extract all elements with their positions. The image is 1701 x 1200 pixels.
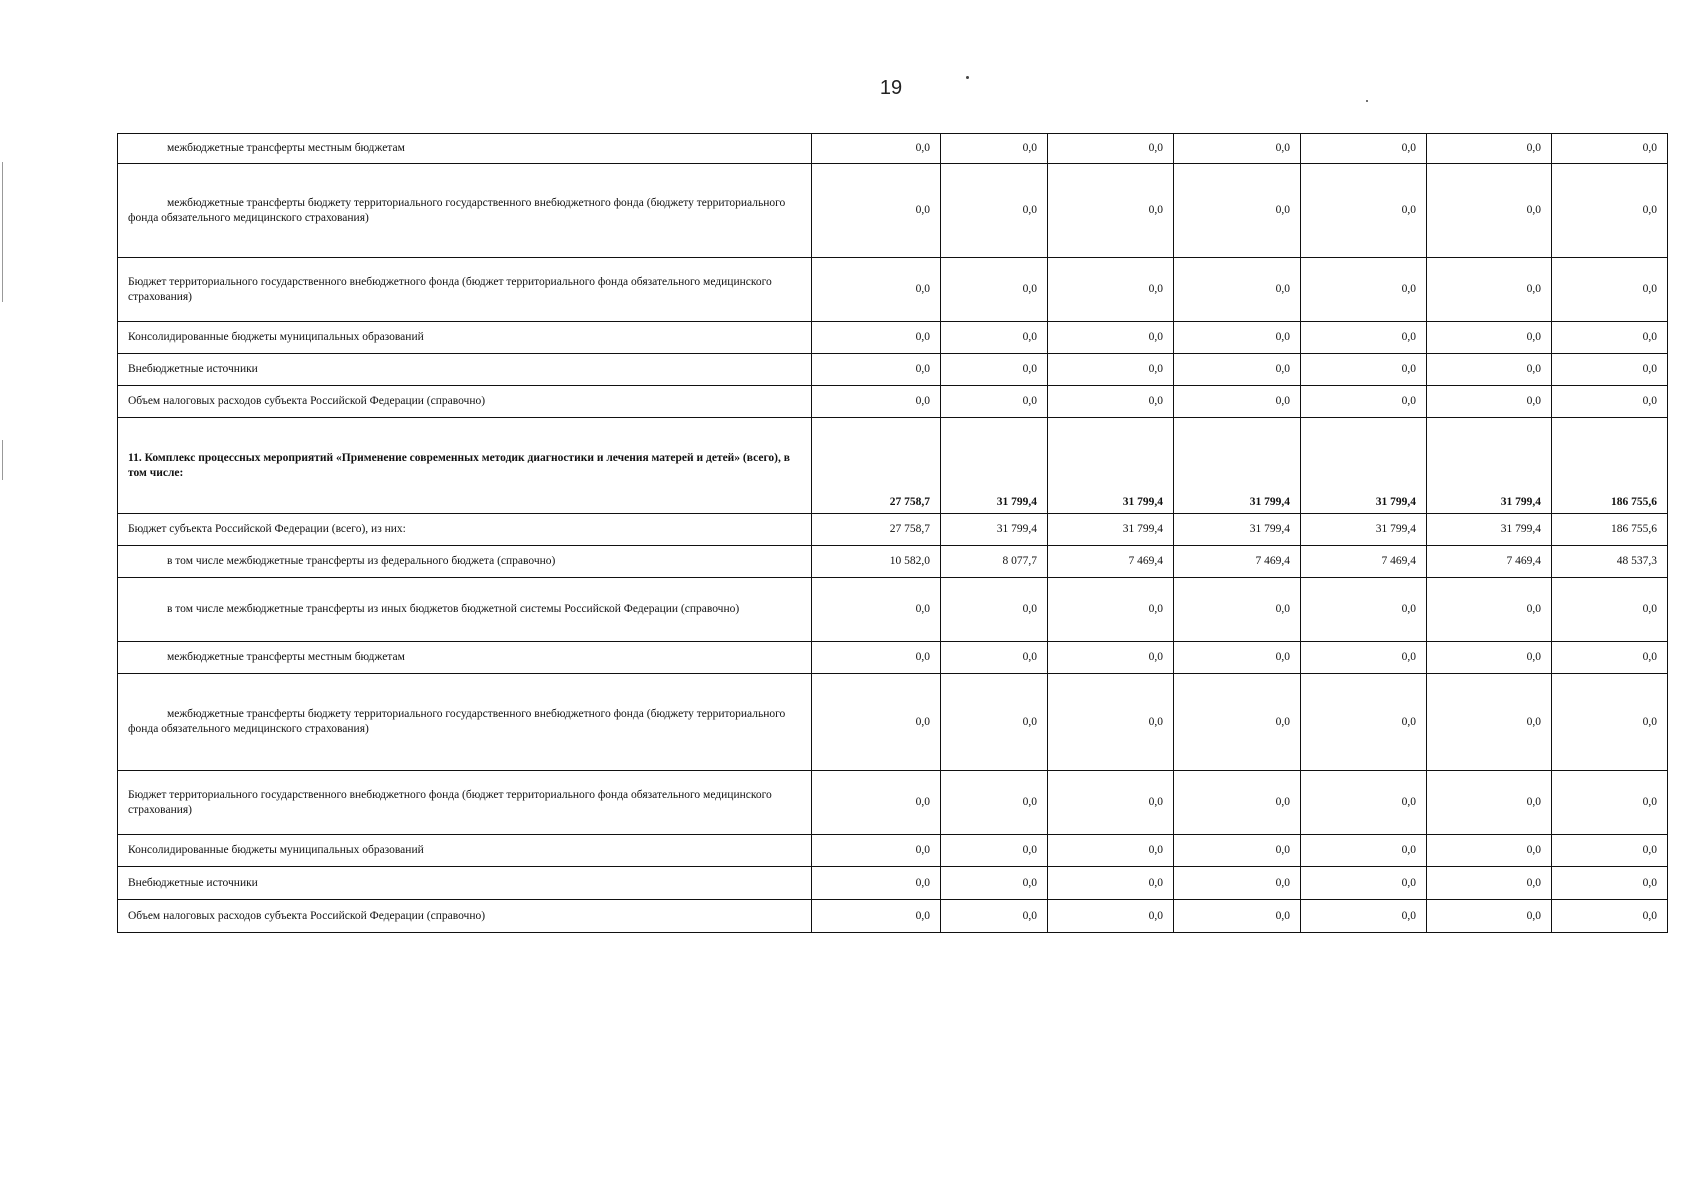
row-value-4: 0,0 — [1174, 674, 1301, 771]
row-value-6: 31 799,4 — [1427, 514, 1552, 546]
row-value-3: 0,0 — [1048, 674, 1174, 771]
table-row — [118, 134, 1668, 164]
row-value-4: 0,0 — [1174, 386, 1301, 418]
row-value-2: 0,0 — [941, 835, 1048, 867]
row-value-1: 0,0 — [812, 867, 941, 900]
row-value-5: 0,0 — [1301, 771, 1427, 835]
table-row — [118, 771, 1668, 835]
row-value-2: 0,0 — [941, 134, 1048, 164]
row-value-1: 0,0 — [812, 674, 941, 771]
row-value-7: 186 755,6 — [1552, 418, 1668, 514]
row-value-6: 31 799,4 — [1427, 418, 1552, 514]
row-value-4: 7 469,4 — [1174, 546, 1301, 578]
row-value-7: 48 537,3 — [1552, 546, 1668, 578]
scan-margin-line — [2, 440, 3, 480]
row-value-7: 0,0 — [1552, 900, 1668, 933]
table-row — [118, 354, 1668, 386]
row-value-7: 0,0 — [1552, 578, 1668, 642]
page-number: 19 — [879, 77, 903, 99]
row-value-5: 0,0 — [1301, 386, 1427, 418]
row-label: Бюджет субъекта Российской Федерации (всего), из них: — [118, 514, 812, 546]
row-value-3: 0,0 — [1048, 322, 1174, 354]
row-value-2: 8 077,7 — [941, 546, 1048, 578]
row-value-1: 0,0 — [812, 322, 941, 354]
row-value-3: 0,0 — [1048, 258, 1174, 322]
row-value-3: 0,0 — [1048, 835, 1174, 867]
row-value-4: 0,0 — [1174, 900, 1301, 933]
row-value-4: 31 799,4 — [1174, 514, 1301, 546]
row-value-4: 31 799,4 — [1174, 418, 1301, 514]
row-label: Бюджет территориального государственного внебюджетного фонда (бюджет территориального фонда обязательного медицинского страхования) — [118, 258, 812, 322]
row-value-2: 31 799,4 — [941, 418, 1048, 514]
row-value-1: 0,0 — [812, 164, 941, 258]
row-value-6: 0,0 — [1427, 900, 1552, 933]
row-value-6: 0,0 — [1427, 771, 1552, 835]
row-value-1: 0,0 — [812, 771, 941, 835]
row-value-6: 0,0 — [1427, 164, 1552, 258]
row-value-4: 0,0 — [1174, 134, 1301, 164]
row-label: в том числе межбюджетные трансферты из иных бюджетов бюджетной системы Российской Федерации (справочно) — [118, 578, 812, 642]
row-value-2: 0,0 — [941, 674, 1048, 771]
row-value-4: 0,0 — [1174, 164, 1301, 258]
row-value-2: 0,0 — [941, 867, 1048, 900]
table-row — [118, 546, 1668, 578]
table-row — [118, 642, 1668, 674]
row-value-5: 0,0 — [1301, 322, 1427, 354]
row-value-3: 0,0 — [1048, 771, 1174, 835]
row-value-7: 0,0 — [1552, 258, 1668, 322]
row-value-5: 0,0 — [1301, 835, 1427, 867]
row-value-7: 0,0 — [1552, 386, 1668, 418]
budget-table-body — [118, 134, 1668, 933]
row-value-4: 0,0 — [1174, 322, 1301, 354]
row-value-5: 0,0 — [1301, 164, 1427, 258]
scan-speck — [1366, 100, 1368, 102]
row-value-6: 0,0 — [1427, 674, 1552, 771]
row-label: Консолидированные бюджеты муниципальных образований — [118, 322, 812, 354]
row-value-6: 0,0 — [1427, 578, 1552, 642]
row-value-7: 186 755,6 — [1552, 514, 1668, 546]
row-value-3: 0,0 — [1048, 164, 1174, 258]
row-value-5: 0,0 — [1301, 674, 1427, 771]
table-row — [118, 164, 1668, 258]
row-value-4: 0,0 — [1174, 578, 1301, 642]
row-label: Внебюджетные источники — [118, 867, 812, 900]
row-value-5: 31 799,4 — [1301, 514, 1427, 546]
row-value-7: 0,0 — [1552, 642, 1668, 674]
table-row — [118, 674, 1668, 771]
row-value-7: 0,0 — [1552, 134, 1668, 164]
row-value-5: 0,0 — [1301, 134, 1427, 164]
row-value-2: 0,0 — [941, 771, 1048, 835]
table-row — [118, 322, 1668, 354]
row-value-1: 0,0 — [812, 578, 941, 642]
row-value-4: 0,0 — [1174, 354, 1301, 386]
row-label: Внебюджетные источники — [118, 354, 812, 386]
row-value-3: 0,0 — [1048, 134, 1174, 164]
row-label: межбюджетные трансферты бюджету территориального государственного внебюджетного фонда (бюджету территориального фонда обязательного медицинского страхования) — [118, 674, 812, 771]
row-value-3: 31 799,4 — [1048, 418, 1174, 514]
table-row — [118, 835, 1668, 867]
row-value-6: 0,0 — [1427, 835, 1552, 867]
row-value-6: 0,0 — [1427, 867, 1552, 900]
row-value-3: 0,0 — [1048, 642, 1174, 674]
scan-margin-line — [2, 162, 3, 302]
table-row — [118, 867, 1668, 900]
row-value-4: 0,0 — [1174, 258, 1301, 322]
row-value-6: 7 469,4 — [1427, 546, 1552, 578]
row-value-2: 0,0 — [941, 386, 1048, 418]
row-value-7: 0,0 — [1552, 771, 1668, 835]
row-value-6: 0,0 — [1427, 322, 1552, 354]
row-value-4: 0,0 — [1174, 642, 1301, 674]
table-row — [118, 386, 1668, 418]
row-value-4: 0,0 — [1174, 835, 1301, 867]
row-value-4: 0,0 — [1174, 771, 1301, 835]
row-value-3: 0,0 — [1048, 867, 1174, 900]
row-label: Консолидированные бюджеты муниципальных образований — [118, 835, 812, 867]
row-value-7: 0,0 — [1552, 674, 1668, 771]
row-value-2: 0,0 — [941, 354, 1048, 386]
row-value-5: 0,0 — [1301, 867, 1427, 900]
row-value-5: 31 799,4 — [1301, 418, 1427, 514]
row-value-2: 0,0 — [941, 642, 1048, 674]
row-value-1: 0,0 — [812, 642, 941, 674]
row-value-3: 0,0 — [1048, 354, 1174, 386]
row-value-5: 0,0 — [1301, 642, 1427, 674]
row-value-5: 0,0 — [1301, 578, 1427, 642]
row-value-5: 0,0 — [1301, 258, 1427, 322]
row-value-3: 0,0 — [1048, 578, 1174, 642]
row-value-6: 0,0 — [1427, 258, 1552, 322]
row-label: Объем налоговых расходов субъекта Российской Федерации (справочно) — [118, 900, 812, 933]
table-row — [118, 578, 1668, 642]
row-label: межбюджетные трансферты местным бюджетам — [118, 642, 812, 674]
row-value-5: 7 469,4 — [1301, 546, 1427, 578]
row-value-3: 0,0 — [1048, 900, 1174, 933]
row-value-2: 0,0 — [941, 164, 1048, 258]
row-label: межбюджетные трансферты местным бюджетам — [118, 134, 812, 164]
row-value-1: 27 758,7 — [812, 514, 941, 546]
row-value-6: 0,0 — [1427, 642, 1552, 674]
row-value-1: 0,0 — [812, 386, 941, 418]
row-value-1: 0,0 — [812, 354, 941, 386]
row-value-7: 0,0 — [1552, 867, 1668, 900]
row-value-1: 10 582,0 — [812, 546, 941, 578]
row-value-3: 0,0 — [1048, 386, 1174, 418]
row-value-1: 0,0 — [812, 900, 941, 933]
row-value-1: 0,0 — [812, 258, 941, 322]
budget-table — [117, 133, 1668, 933]
row-label: межбюджетные трансферты бюджету территориального государственного внебюджетного фонда (бюджету территориального фонда обязательного медицинского страхования) — [118, 164, 812, 258]
row-value-3: 7 469,4 — [1048, 546, 1174, 578]
row-value-7: 0,0 — [1552, 164, 1668, 258]
row-value-2: 0,0 — [941, 322, 1048, 354]
row-value-1: 0,0 — [812, 134, 941, 164]
row-value-2: 0,0 — [941, 900, 1048, 933]
row-value-5: 0,0 — [1301, 354, 1427, 386]
row-value-6: 0,0 — [1427, 386, 1552, 418]
scan-speck — [966, 76, 969, 79]
table-row — [118, 418, 1668, 514]
row-label: в том числе межбюджетные трансферты из федерального бюджета (справочно) — [118, 546, 812, 578]
table-row — [118, 258, 1668, 322]
row-label: Бюджет территориального государственного внебюджетного фонда (бюджет территориального фонда обязательного медицинского страхования) — [118, 771, 812, 835]
row-value-1: 0,0 — [812, 835, 941, 867]
row-value-2: 0,0 — [941, 258, 1048, 322]
row-value-2: 31 799,4 — [941, 514, 1048, 546]
row-value-6: 0,0 — [1427, 134, 1552, 164]
row-value-7: 0,0 — [1552, 354, 1668, 386]
table-row — [118, 900, 1668, 933]
row-value-5: 0,0 — [1301, 900, 1427, 933]
row-label: Объем налоговых расходов субъекта Российской Федерации (справочно) — [118, 386, 812, 418]
row-value-3: 31 799,4 — [1048, 514, 1174, 546]
row-label: 11. Комплекс процессных мероприятий «Применение современных методик диагностики и лечения матерей и детей» (всего), в том числе: — [118, 418, 812, 514]
row-value-7: 0,0 — [1552, 835, 1668, 867]
row-value-6: 0,0 — [1427, 354, 1552, 386]
row-value-2: 0,0 — [941, 578, 1048, 642]
row-value-4: 0,0 — [1174, 867, 1301, 900]
row-value-7: 0,0 — [1552, 322, 1668, 354]
row-value-1: 27 758,7 — [812, 418, 941, 514]
table-row — [118, 514, 1668, 546]
